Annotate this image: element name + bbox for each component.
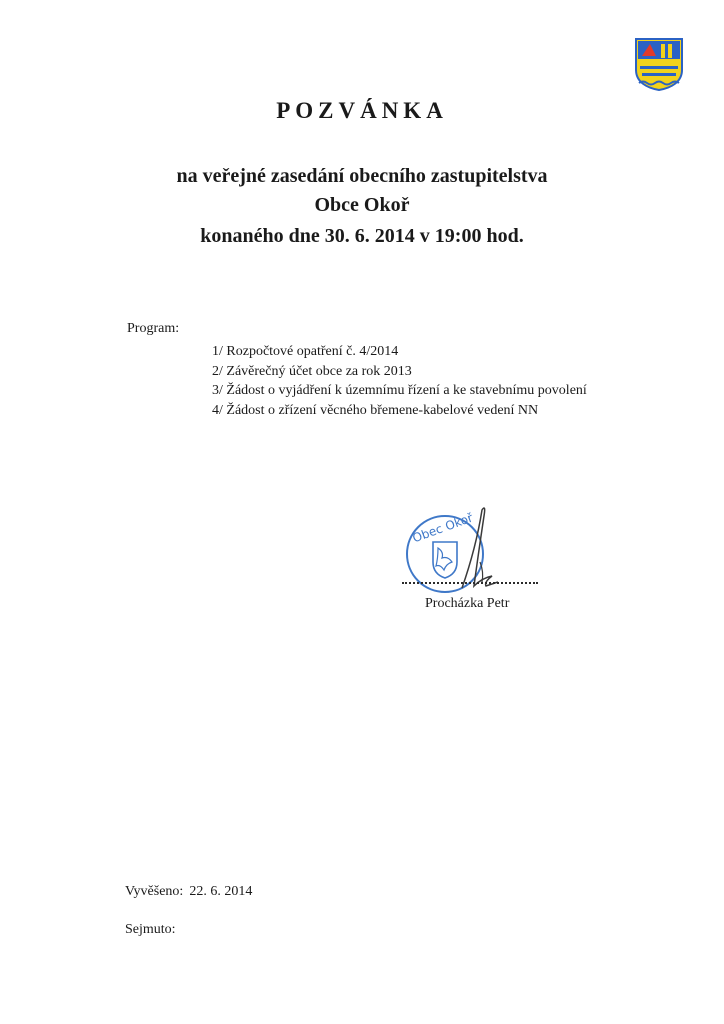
posted-row xyxy=(125,884,252,900)
svg-text:Obec Okoř: Obec Okoř xyxy=(410,510,475,546)
program-label: Program: xyxy=(127,321,180,336)
agenda-item: 2/ Závěrečný účet obce za rok 2013 xyxy=(212,363,412,379)
municipal-crest-icon xyxy=(633,36,685,92)
signer-name: Procházka Petr xyxy=(425,596,510,611)
page-title: POZVÁNKA xyxy=(276,98,448,123)
agenda-list xyxy=(212,342,587,420)
agenda-item: 4/ Žádost o zřízení věcného břemene-kabelové vedení NN xyxy=(212,402,539,418)
municipality-name: Obce Okoř xyxy=(314,194,410,216)
meeting-description: na veřejné zasedání obecního zastupitelstva xyxy=(176,165,548,187)
official-stamp-icon xyxy=(400,502,540,600)
removed-label: Sejmuto: xyxy=(125,922,176,937)
signature-line xyxy=(402,578,538,584)
agenda-item: 1/ Rozpočtové opatření č. 4/2014 xyxy=(212,344,399,359)
agenda-item: 3/ Žádost o vyjádření k územnímu řízení a ke stavebnímu povolení xyxy=(212,383,587,398)
posted-date: 22. 6. 2014 xyxy=(189,884,253,899)
meeting-date: konaného dne 30. 6. 2014 v 19:00 hod. xyxy=(200,225,524,247)
posted-label: Vyvěšeno: xyxy=(125,884,184,899)
